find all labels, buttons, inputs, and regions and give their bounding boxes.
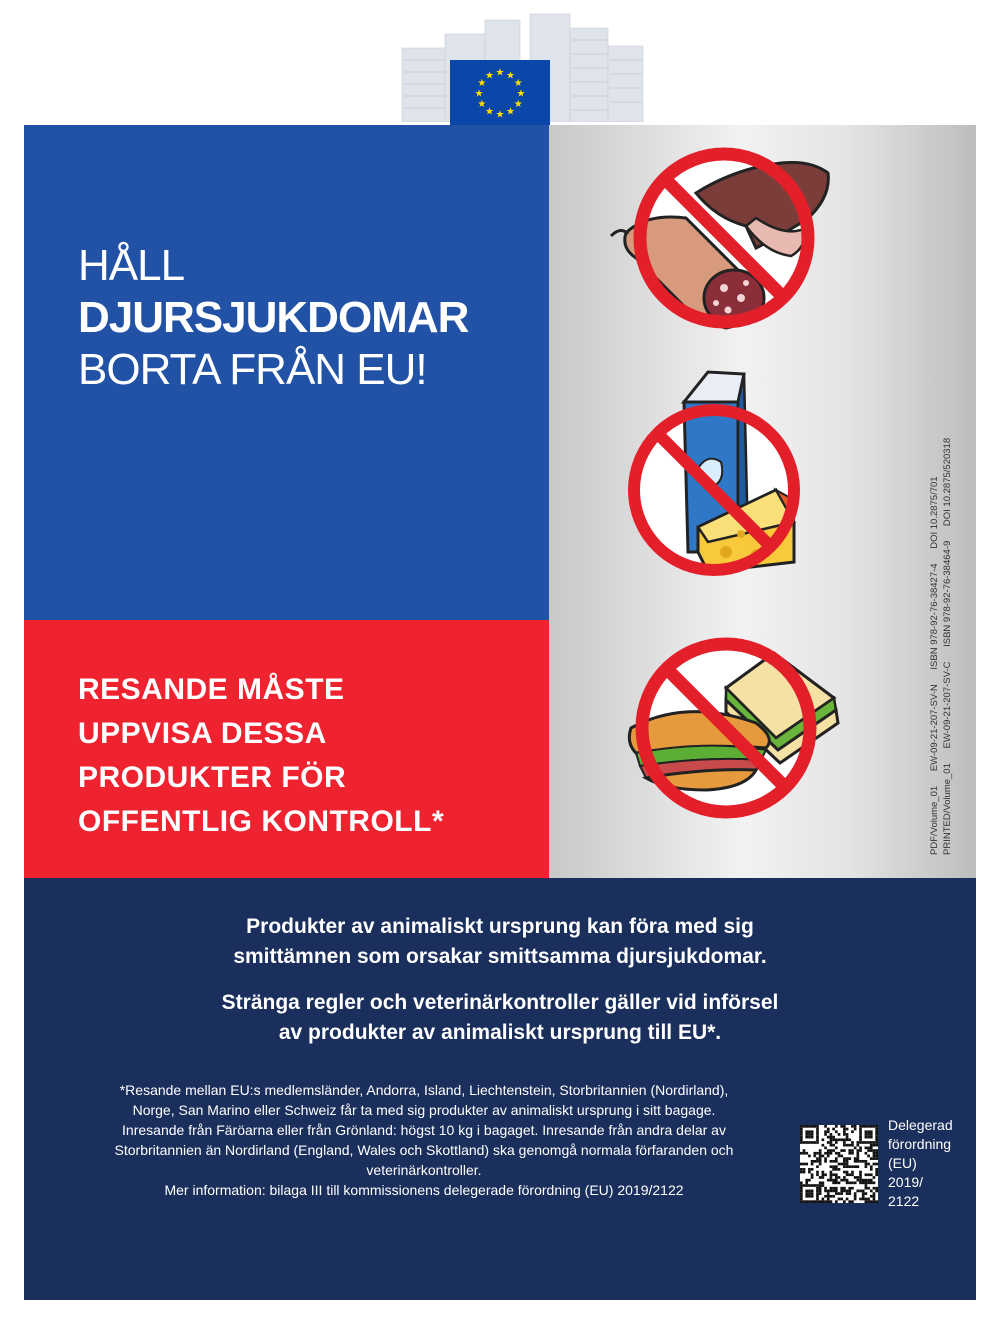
eu-star-icon: ★	[485, 70, 494, 82]
headline-line-1: HÅLL	[78, 241, 185, 290]
pdf-doi: DOI 10.2875/701	[929, 476, 940, 549]
footnote	[44, 1080, 804, 1200]
requirement-line-2: UPPVISA DESSA	[78, 717, 327, 750]
headline-line-2: DJURSJUKDOMAR	[78, 293, 469, 342]
qr-label-line-2: förordning	[888, 1136, 952, 1152]
publication-codes	[928, 426, 954, 855]
eu-star-icon: ★	[516, 88, 526, 100]
info-paragraph-1	[24, 912, 976, 972]
eu-star-icon: ★	[477, 78, 487, 89]
pdf-code: EW-09-21-207-SV-N	[929, 684, 940, 772]
info-p2-line-1: Stränga regler och veterinärkontroller gäller vid införsel	[221, 991, 779, 1014]
qr-label-line-4: 2019/	[888, 1174, 924, 1190]
footnote-line-3: Inresande från Färöarna eller från Grönland: högst 10 kg i bagaget. Inresande från andra delar av	[122, 1122, 726, 1138]
pdf-code-line	[928, 426, 941, 855]
eu-star-icon: ★	[513, 99, 523, 110]
requirement-text	[78, 668, 444, 844]
printed-code: EW-09-21-207-SV-C	[942, 661, 953, 749]
sandwich-ban-icon	[626, 628, 846, 828]
eu-star-icon: ★	[495, 109, 505, 121]
footnote-line-1: *Resande mellan EU:s medlemsländer, Andorra, Island, Liechtenstein, Storbritannien (Nordirland),	[119, 1082, 729, 1098]
info-p1-line-2: smittämnen som orsakar smittsamma djursjukdomar.	[233, 945, 767, 968]
dairy-ban-icon	[626, 362, 802, 592]
qr-label-line-5: 2122	[888, 1193, 920, 1209]
printed-volume: PRINTED/Volume_01	[942, 763, 953, 855]
qr-label	[888, 1116, 968, 1211]
pdf-isbn: ISBN 978-92-76-38427-4	[929, 563, 940, 670]
headline-line-3: BORTA FRÅN EU!	[78, 345, 427, 394]
requirement-line-3: PRODUKTER FÖR	[78, 761, 347, 794]
pdf-volume: PDF/Volume_01	[929, 785, 940, 855]
info-p1-line-1: Produkter av animaliskt ursprung kan föra med sig	[246, 915, 754, 938]
eu-star-icon: ★	[506, 106, 515, 118]
printed-doi: DOI 10.2875/520318	[942, 437, 953, 527]
printed-isbn: ISBN 978-92-76-38464-9	[942, 540, 953, 647]
eu-star-icon: ★	[485, 106, 494, 118]
meat-ban-icon	[606, 138, 836, 338]
footnote-line-6: Mer information: bilaga III till kommissionens delegerade förordning (EU) 2019/2122	[164, 1182, 684, 1198]
eu-star-icon: ★	[495, 67, 505, 79]
info-paragraph-2	[24, 988, 976, 1048]
printed-code-line	[941, 426, 954, 855]
eu-flag-icon	[450, 60, 550, 126]
qr-code[interactable]	[800, 1125, 878, 1203]
requirement-line-4: OFFENTLIG KONTROLL*	[78, 805, 445, 838]
eu-star-icon: ★	[506, 70, 515, 82]
qr-label-line-1: Delegerad	[888, 1117, 953, 1133]
footnote-line-5: veterinärkontroller.	[366, 1162, 482, 1178]
headline	[78, 240, 468, 396]
eu-star-icon: ★	[474, 88, 484, 100]
footnote-line-4: Storbritannien än Nordirland (England, Wales och Skottland) ska genomgå normala förfaranden och	[114, 1142, 734, 1158]
requirement-line-1: RESANDE MÅSTE	[78, 673, 345, 706]
info-p2-line-2: av produkter av animaliskt ursprung till EU*.	[278, 1021, 722, 1044]
footnote-line-2: Norge, San Marino eller Schweiz får ta med sig produkter av animaliskt ursprung i sitt bagage.	[132, 1102, 716, 1118]
eu-star-icon: ★	[477, 99, 487, 110]
eu-star-icon: ★	[513, 78, 523, 89]
qr-label-line-3: (EU)	[888, 1155, 917, 1171]
